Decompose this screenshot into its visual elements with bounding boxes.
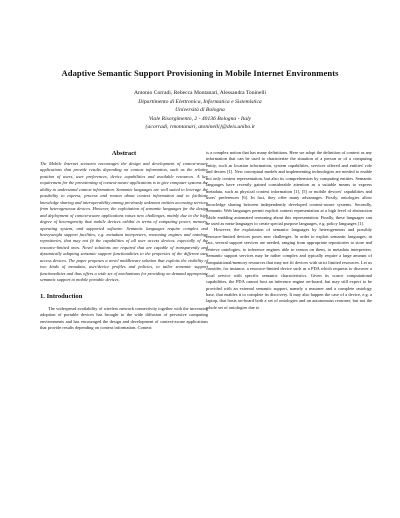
right-column bbox=[206, 150, 372, 311]
abstract-heading: Abstract bbox=[111, 150, 137, 157]
intro-heading: 1. Introduction bbox=[40, 292, 83, 300]
author-names: Antonio Corradi, Rebecca Montanari, Alessandra Toninelli bbox=[133, 90, 266, 96]
body-paragraph-1: is a complex notion that has many definitions. Here we adopt the definition of context as any information that can be used to characterize the situation of a person or of a computing entity, such as location information, system capabilities, services offered and entities' role and desires [1]. New conceptual models and implementing technologies are needed to enable not only context representation, but also its comprehension by computing entities. Semantic languages have recently gained considerable attention as a suitable means to express metadata, such as physical context information [1], [5] or mobile devices' capabilities and users' preferences [6]. In fact, they offer many advantages. Firstly, ontologies allow knowledge sharing between independently developed context-aware systems. Secondly, Semantic Web languages permit explicit context representation at a high level of abstraction while enabling automated reasoning about this representation. Finally, these languages can be used as meta-languages to create special purpose languages, e.g. policy languages [1]. bbox=[206, 150, 372, 226]
abstract-text: The Mobile Internet scenario encourages the design and development of context-aware applications that provide results depending on context information, such as the relative position of users, user preferences, device capabilities and available resources. A key requirement for the provisioning of context-aware applications is to give computer systems the ability to understand context information. Semantic languages are well suited to leverage the possibility to express, process and reason about context information and to facilitate knowledge sharing and interoperability among previously unknown entities accessing services from heterogeneous devices. However, the exploitation of semantic languages for the design and deployment of context-aware applications raises new challenges, mainly due to the high degree of heterogeneity that mobile devices exhibit in terms of computing power, memory, operating system, and supported software. Semantic languages require complex and heavyweight support facilities, e.g. metadata interpreters, reasoning engines and ontology repositories, that may not fit the capabilities of all user access devices, especially of the resource-limited ones. Novel solutions are required that are capable of transparently and dynamically adapting semantic support functionalities to the properties of the different user access devices. The paper proposes a novel middleware solution that exploits the visibility of two kinds of metadata, user/device profiles and policies, to tailor semantic support functionalities and thus offers a wide set of mechanisms for providing on demand appropriate semantic support to mobile portable devices. bbox=[40, 161, 208, 283]
intro-paragraph: The widespread availability of wireless network connectivity together with the increasing adoption of portable devices has brought to the wide diffusion of pervasive computing environments and has encouraged the design and development of context-aware applications that provide results depending on context information. Context bbox=[40, 305, 208, 330]
left-column bbox=[40, 150, 208, 331]
affiliation-dept: Dipartimento di Elettronica, Informatica e Sistemistica bbox=[138, 98, 262, 105]
affiliation-univ: Università di Bologna bbox=[175, 107, 225, 114]
body-paragraph-2: However, the exploitation of semantic languages by heterogeneous and possibly resource-limited devices poses new challenges. In order to exploit semantic languages, in fact, several support services are needed, ranging from appropriate repositories to store and retrieve ontologies, to inference engines able to reason on them, to metadata interpreters. Semantic support services may be rather complex and typically require a large amount of computational/memory resources that may not fit devices with strict limited resources. Let us consider, for instance, a resource-limited device such as a PDA which requests to discover a local service with specific semantic characteristics. Given its scarce computational capabilities, the PDA cannot host an inference engine on-board, but may still expect to be provided with an external semantic support, namely a reasoner and a complete ontology base, that enables it to complete its discovery. It may also happen the case of a device, e.g. a laptop, that hosts on-board both a set of ontologies and an autonomous reasoner, but not the whole set of ontologies due to bbox=[206, 227, 372, 310]
author-block bbox=[0, 89, 400, 132]
paper-title: Adaptive Semantic Support Provisioning in Mobile Internet Environments bbox=[61, 68, 339, 78]
affiliation-address: Viale Risorgimento, 2 - 40136 Bologna - Italy bbox=[148, 115, 252, 122]
author-emails: {acorradi, rmontanari, atoninelli}@deis.unibo.it bbox=[145, 124, 255, 131]
